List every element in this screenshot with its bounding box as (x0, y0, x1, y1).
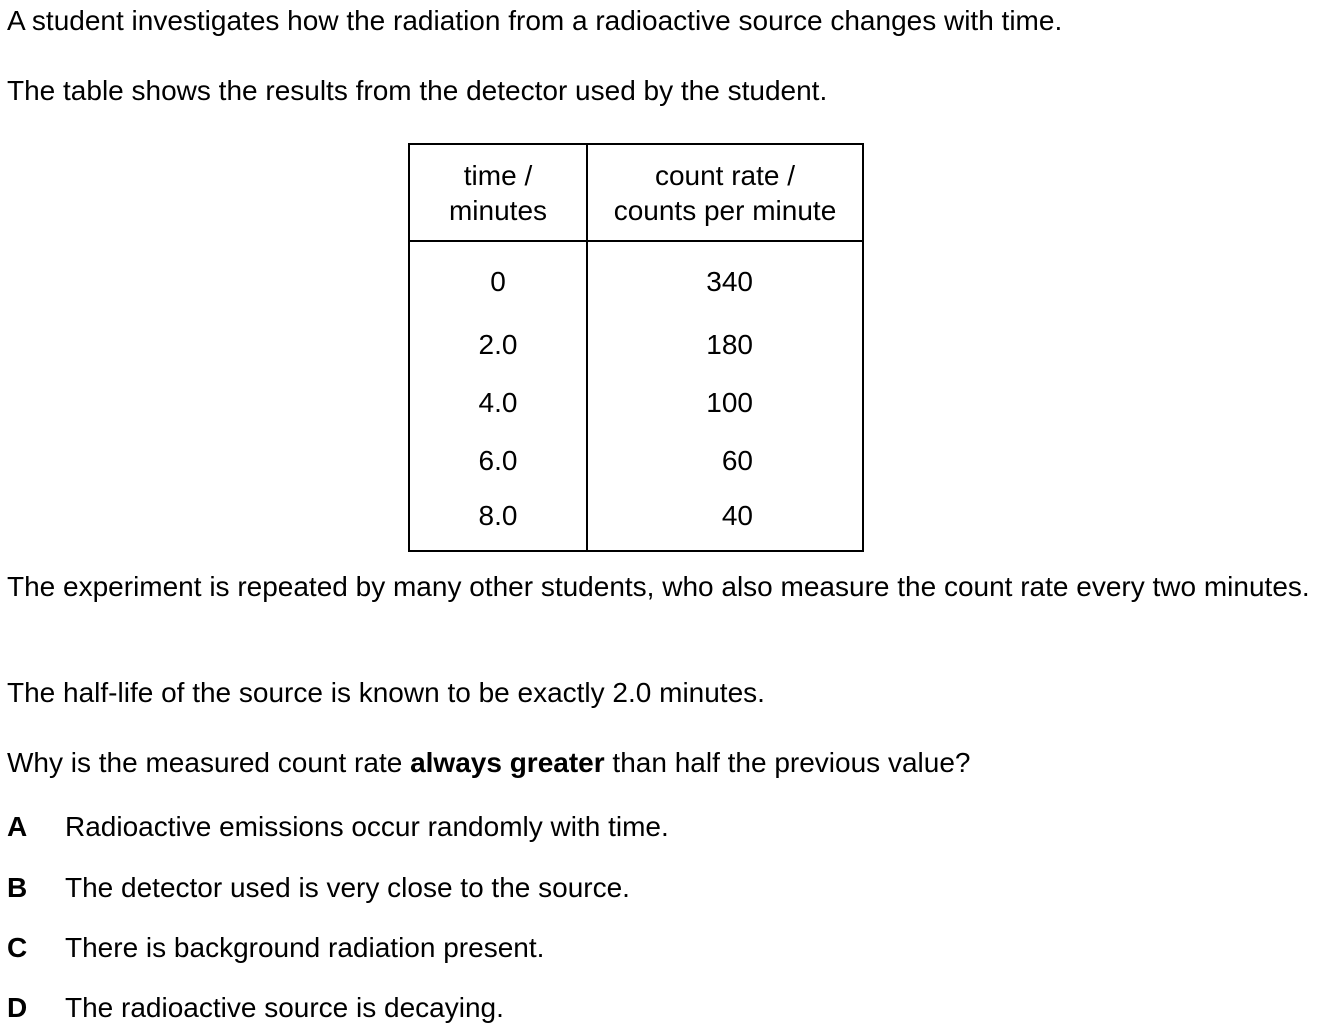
question-text (7, 746, 970, 780)
option-letter: C (7, 932, 28, 963)
table-intro-text: The table shows the results from the detector used by the student. (7, 75, 828, 106)
table-row (409, 316, 863, 374)
time-cell: 6.0 (409, 432, 587, 490)
results-table (408, 143, 864, 552)
option-letter: A (7, 811, 28, 842)
table-row (409, 374, 863, 432)
rate-value: 100 (706, 387, 753, 418)
option-text: The radioactive source is decaying. (65, 992, 504, 1023)
option-text: The detector used is very close to the source. (65, 872, 630, 903)
option-letter: D (7, 992, 28, 1023)
time-cell: 4.0 (409, 374, 587, 432)
rate-value: 340 (706, 266, 753, 297)
table-row (409, 432, 863, 490)
table-row (409, 241, 863, 316)
rate-value: 180 (706, 329, 753, 360)
results-table-container (408, 143, 864, 552)
header-time (409, 144, 587, 241)
rate-value: 60 (721, 445, 753, 476)
time-cell: 8.0 (409, 490, 587, 551)
rate-cell (587, 432, 863, 490)
rate-cell (587, 374, 863, 432)
header-time-line2: minutes (448, 194, 548, 226)
header-rate-line1: count rate / (654, 159, 796, 191)
option-text: Radioactive emissions occur randomly with time. (65, 811, 669, 842)
repeat-text: The experiment is repeated by many other students, who also measure the count rate every two minutes. (7, 571, 1310, 602)
question-after: than half the previous value? (604, 747, 971, 778)
rate-cell (587, 490, 863, 551)
header-count-rate (587, 144, 863, 241)
option-letter: B (7, 872, 28, 903)
option-text: There is background radiation present. (65, 932, 545, 963)
rate-cell (587, 241, 863, 316)
rate-cell (587, 316, 863, 374)
time-cell: 0 (409, 241, 587, 316)
rate-value: 40 (721, 500, 753, 531)
header-time-line1: time / (463, 159, 533, 191)
table-row (409, 490, 863, 551)
intro-text: A student investigates how the radiation from a radioactive source changes with time. (7, 5, 1063, 36)
time-cell: 2.0 (409, 316, 587, 374)
table-header-row (409, 144, 863, 241)
question-before: Why is the measured count rate (7, 747, 411, 778)
question-emphasis: always greater (410, 747, 605, 778)
half-life-text: The half-life of the source is known to be exactly 2.0 minutes. (7, 677, 765, 708)
header-rate-line2: counts per minute (613, 194, 837, 226)
